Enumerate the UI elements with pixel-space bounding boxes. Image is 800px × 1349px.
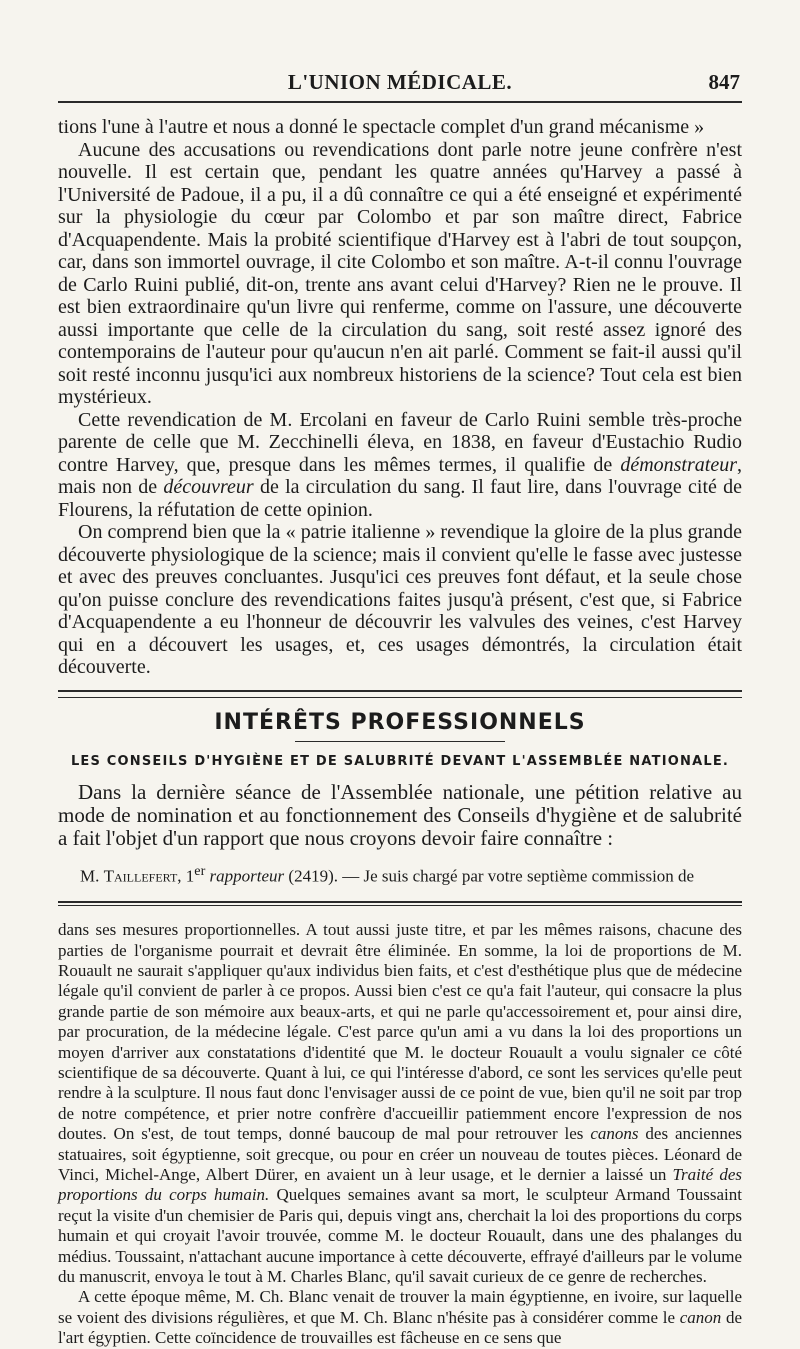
text-run: Cette revendication de M. Ercolani en faveur de Carlo Ruini semble très-proche parente de celle que M. Zecchinelli éleva, en 1838, en faveur d'Eustachio Rudio contre Harvey, que, presque dans les mêmes termes, il qualifie de: [58, 408, 742, 476]
paragraph: Aucune des accusations ou revendications dont parle notre jeune confrère n'est nouvelle. Il est certain que, pendant les quatre années qu'Harvey a passé à l'Université de Padoue, il a pu, il a dû connaître ce qui a été enseigné et expérimenté sur la physiologie du cœur par Colombo et par son maître direct, Fabrice d'Acquapendente. Mais la probité scientifique d'Harvey est à l'abri de tout soupçon, car, dans son immortel ouvrage, il cite Colombo et son maître. A-t-il connu l'ouvrage de Carlo Ruini publié, dit-on, trente ans avant celui d'Harvey? Rien ne le prouve. Il est bien extraordinaire qu'un livre qui renferme, comme on l'assure, une découverte aussi importante que celle de la circulation du sang, soit resté assez ignoré des contemporains de l'auteur pour qu'aucun n'en ait parlé. Comment se fait-il aussi qu'il soit resté inconnu jusqu'ici aux nombreux historiens de la science? Tout cela est bien mystérieux.: [58, 138, 742, 408]
text-run: , 1: [177, 866, 195, 886]
paragraph: [58, 920, 742, 1287]
text-run: de la circulation du sang. Il faut lire, dans l'ouvrage cité de Flourens, la réfutation de cette opinion.: [58, 476, 742, 521]
text-run: M.: [80, 866, 104, 886]
italic-term: canons: [590, 1124, 639, 1144]
page-number: 847: [708, 70, 740, 94]
paragraph: On comprend bien que la « patrie italienne » revendique la gloire de la plus grande découverte physiologique de la science; mais il convient qu'elle le fasse avec justesse et avec des preuves concluantes. Jusqu'ici ces preuves font défaut, et la seule chose qu'on puisse conclure des revendications faites jusqu'à présent, c'est que, si Fabrice d'Acquapendente a eu l'honneur de découvrir les valvules des veines, c'est Harvey qui en a découvert les usages, et, ces usages démontrés, la circulation était découverte.: [58, 521, 742, 678]
paragraph: [58, 1287, 742, 1348]
section-heading: INTÉRÊTS PROFESSIONNELS: [214, 709, 586, 735]
text-run: de l'art égyptien. Cette coïncidence de trouvailles est fâcheuse en ce sens que: [58, 1307, 742, 1348]
text-run: (2419). — Je suis chargé par votre septième commission de: [284, 866, 695, 886]
heading-underline: [295, 741, 505, 742]
section-divider: [58, 690, 742, 698]
text-run: des anciennes statuaires, soit égyptienne, soit grecque, ou pour en créer un nouveau de toutes pièces. Léonard de Vinci, Michel-Ange, Albert Dürer, en avaient un à leur usage, et le dernier a laissé un: [58, 1124, 743, 1185]
feuilleton-divider-thin: [58, 905, 742, 906]
upper-article-text: [58, 116, 742, 679]
text-run: A cette époque même, M. Ch. Blanc venait de trouver la main égyptienne, en ivoire, sur laquelle se voient des divisions régulières, et que M. Ch. Blanc n'hésite pas à considérer comme le: [58, 1287, 742, 1327]
italic-title: Traité des proportions du corps humain.: [58, 1165, 742, 1205]
report-line: [58, 860, 742, 888]
article-title: LES CONSEILS D'HYGIÈNE ET DE SALUBRITÉ DEVANT L'ASSEMBLÉE NATIONALE.: [70, 753, 730, 769]
italic-term: démonstrateur: [620, 453, 737, 476]
feuilleton-divider: [58, 901, 742, 903]
feuilleton-text: [58, 920, 742, 1349]
ordinal-suffix: er: [194, 862, 206, 879]
rapporteur-name: Taillefert: [103, 866, 178, 886]
text-run: , mais non de: [58, 453, 742, 498]
paragraph: Dans la dernière séance de l'Assemblée nationale, une pétition relative au mode de nomination et au fonctionnement des Conseils d'hygiène et de salubrité a fait l'objet d'un rapport que nous croyons devoir faire connaître :: [58, 779, 742, 850]
text-run: Quelques semaines avant sa mort, le sculpteur Armand Toussaint reçut la visite d'un chemisier de Paris qui, depuis vingt ans, cherchait la loi des proportions du corps humain et qui croyait l'avoir trouvée, comme M. le docteur Rouault, dans une des phalanges du médius. Toussaint, n'attachant aucune importance à cette découverte, effrayé d'ailleurs par le volume du manuscrit, envoya le tout à M. Charles Blanc, qu'il savait curieux de ce genre de recherches.: [58, 1185, 742, 1287]
text-run: dans ses mesures proportionnelles. A tout aussi juste titre, et par les mêmes raisons, chacune des parties de l'organisme pourrait et devrait être éliminée. En somme, la loi de proportions de M. Rouault ne saurait s'appliquer qu'aux individus bien faits, et c'est d'esthétique plus que de médecine légale qu'il convient de parler à ce propos. Aussi bien c'est ce qu'a fait l'auteur, qui consacre la plus grande partie de son mémoire aux beaux-arts, et qui ne parle qu'accessoirement et, pour ainsi dire, par procuration, de la médecine légale. C'est parce qu'un ami a vu dans la loi des proportions un moyen d'arriver aux constatations d'identité que M. le docteur Rouault a voulu signaler ce côté scientifique de sa découverte. Quant à lui, ce qui l'intéresse d'abord, ce sont les services qu'elle peut rendre à la sculpture. Il nous faut donc l'envisager aussi de ce point de vue, bien qu'il ne soit par trop de notre compétence, et prier notre confrère d'accueillir patiemment encore l'expression de nos doutes. On s'est, de tout temps, donné baucoup de mal pour retrouver les: [58, 920, 742, 1144]
running-head: [58, 0, 742, 104]
intro-text: [58, 781, 742, 850]
paragraph: tions l'une à l'autre et nous a donné le spectacle complet d'un grand mécanisme »: [58, 116, 705, 138]
paragraph: [58, 409, 742, 522]
italic-term: découvreur: [163, 476, 254, 498]
italic-term: canon: [679, 1307, 722, 1327]
italic-term: rapporteur: [205, 866, 285, 886]
running-title: L'UNION MÉDICALE.: [287, 70, 513, 94]
header-rule: [58, 101, 742, 103]
